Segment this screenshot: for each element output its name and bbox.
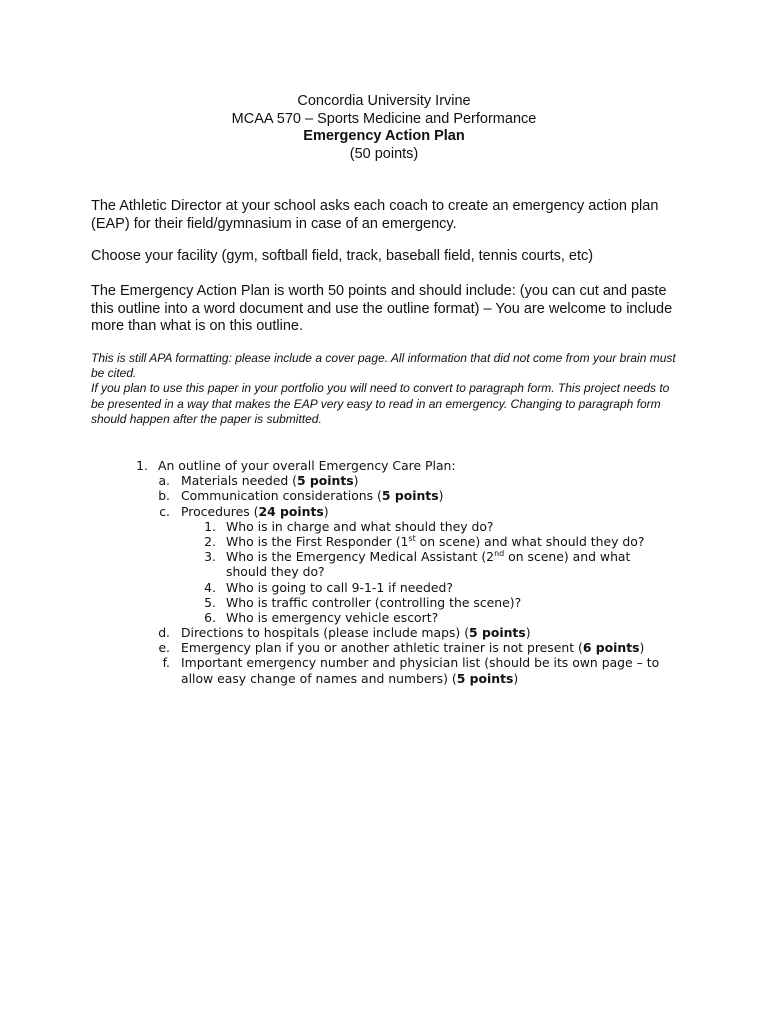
list-text: Communication considerations (5 points) [181, 488, 444, 504]
outline-item-f-continued [0, 671, 768, 686]
outline-item-1 [0, 458, 768, 473]
outline-item-e [0, 640, 768, 655]
list-letter: e. [158, 640, 170, 656]
list-text: Who is the Emergency Medical Assistant (2nd on scene) and what [226, 549, 631, 565]
list-number: 5. [204, 594, 216, 610]
list-number: 1. [136, 458, 148, 473]
list-text: Who is in charge and what should they do? [226, 518, 494, 534]
list-text: Important emergency number and physician list (should be its own page – to [181, 655, 660, 671]
facility-paragraph: Choose your facility (gym, softball field, track, baseball field, tennis courts, etc) [91, 248, 594, 264]
outline-item-c [0, 504, 768, 519]
outline-item-d [0, 625, 768, 640]
points-total: (50 points) [349, 145, 419, 162]
points-value: 5 points [381, 488, 439, 504]
portfolio-note: If you plan to use this paper in your portfolio you will need to convert to paragraph form. This project needs to be presented in a way that makes the EAP very easy to read in an emergency. Changing to paragraph form should happen after the paper is submitted. [91, 381, 670, 426]
list-text: should they do? [226, 564, 325, 580]
list-letter: d. [158, 625, 170, 641]
instructions-notes [91, 351, 681, 427]
list-letter: b. [158, 488, 170, 504]
outline-item-c5 [0, 595, 768, 610]
list-number: 6. [204, 609, 216, 625]
list-text: Who is traffic controller (controlling the scene)? [226, 594, 522, 610]
list-number: 3. [204, 549, 216, 565]
outline-item-c6 [0, 610, 768, 625]
institution-name: Concordia University Irvine [297, 93, 471, 109]
list-number: 1. [204, 518, 216, 534]
outline-item-c4 [0, 580, 768, 595]
points-value: 24 points [258, 503, 324, 519]
document-title: Emergency Action Plan [303, 128, 465, 144]
list-text: Who is emergency vehicle escort? [226, 609, 439, 625]
list-text: Emergency plan if you or another athletic trainer is not present (6 points) [181, 640, 645, 656]
list-text: Who is the First Responder (1st on scene) and what should they do? [226, 533, 645, 549]
list-text: allow easy change of names and numbers) (5 points) [181, 670, 519, 686]
outline-item-b [0, 488, 768, 503]
document-header [0, 93, 768, 163]
list-text: An outline of your overall Emergency Care Plan: [158, 458, 456, 473]
list-number: 2. [204, 533, 216, 549]
points-value: 5 points [469, 625, 526, 641]
list-number: 4. [204, 579, 216, 595]
list-letter: c. [159, 503, 170, 519]
list-text: Who is going to call 9-1-1 if needed? [226, 579, 453, 595]
outline-list [0, 458, 768, 686]
list-text: Directions to hospitals (please include maps) (5 points) [181, 625, 531, 641]
list-letter: a. [158, 473, 170, 489]
outline-item-c1 [0, 519, 768, 534]
outline-item-c3-continued [0, 564, 768, 579]
list-text: Procedures (24 points) [181, 503, 329, 519]
outline-item-f [0, 655, 768, 670]
list-letter: f. [162, 655, 170, 671]
worth-paragraph: The Emergency Action Plan is worth 50 points and should include: (you can cut and paste this outline into a word document and use the outline format) – You are welcome to include more than what is on this outline. [91, 283, 673, 334]
intro-paragraph: The Athletic Director at your school asks each coach to create an emergency action plan (EAP) for their field/gymnasium in case of an emergency. [91, 198, 659, 232]
points-value: 5 points [296, 473, 354, 489]
list-text: Materials needed (5 points) [181, 473, 359, 489]
apa-note: This is still APA formatting: please include a cover page. All information that did not come from your brain must be cited. [91, 351, 676, 381]
outline-item-c2 [0, 534, 768, 549]
points-value: 6 points [582, 640, 640, 656]
outline-item-a [0, 473, 768, 488]
course-title: MCAA 570 – Sports Medicine and Performance [231, 110, 537, 127]
points-value: 5 points [456, 670, 514, 686]
outline-item-c3 [0, 549, 768, 564]
